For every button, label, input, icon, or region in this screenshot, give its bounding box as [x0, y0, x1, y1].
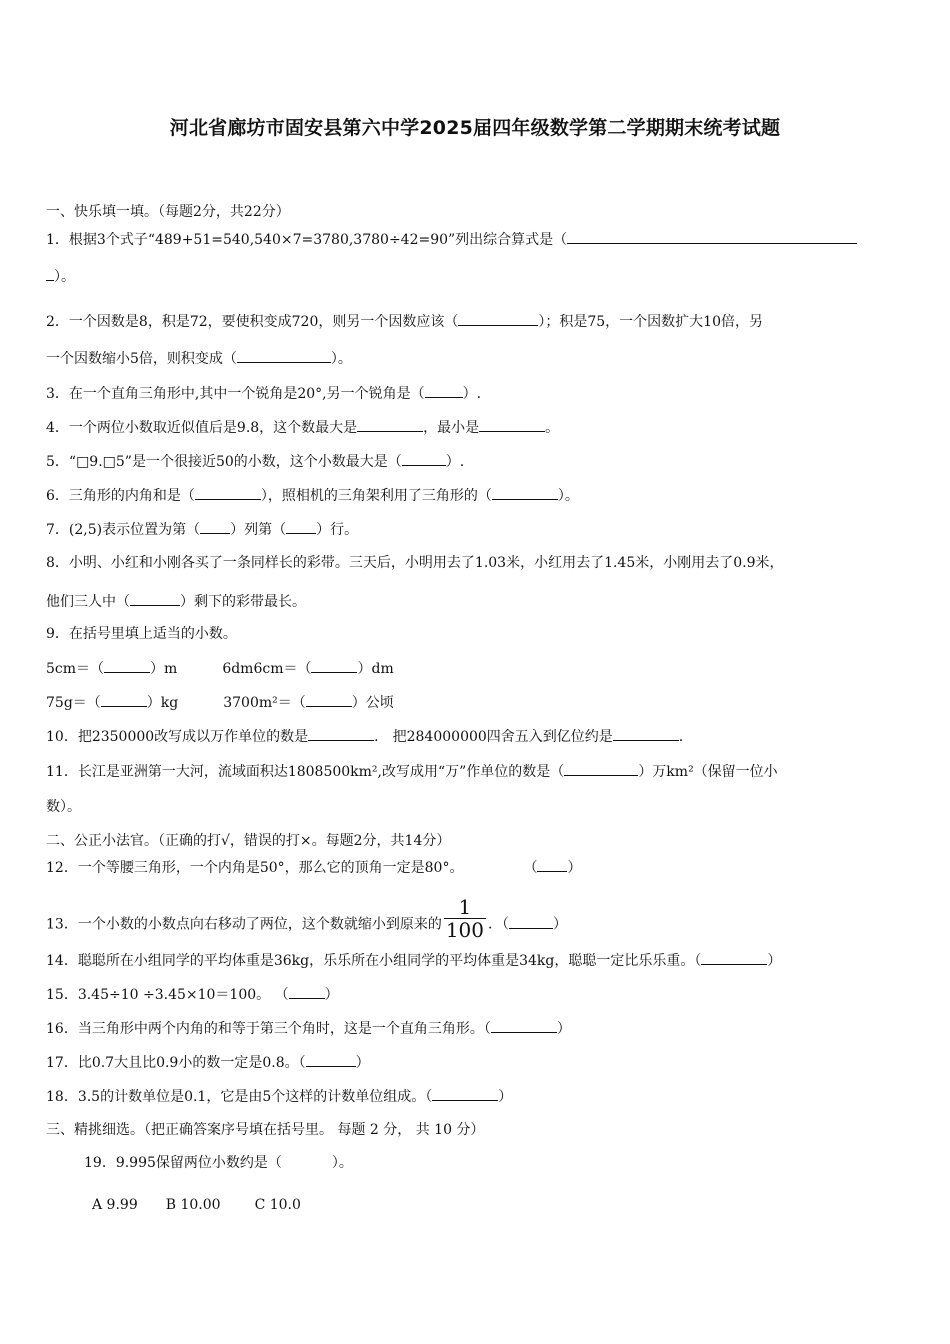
question-8-cont: 他们三人中（ ）剩下的彩带最长。	[46, 591, 306, 611]
answer-blank[interactable]	[479, 417, 545, 432]
answer-blank[interactable]	[306, 1052, 356, 1067]
fraction-one-hundredth: $\frac{1}{100}$	[445, 895, 485, 942]
option-b[interactable]: B 10.00	[165, 1197, 221, 1213]
answer-blank[interactable]	[289, 984, 325, 999]
question-8: 8．小明、小红和小刚各买了一条同样长的彩带。三天后，小明用去了1.03米，小红用去了1.45米，小刚用去了0.9米，	[46, 555, 784, 571]
question-18: 18．3.5的计数单位是0.1，它是由5个这样的计数单位组成。（ ）	[46, 1086, 512, 1106]
option-c[interactable]: C 10.0	[254, 1197, 301, 1213]
answer-blank[interactable]	[46, 266, 54, 281]
answer-blank[interactable]	[311, 658, 357, 673]
question-5: 5．“□9.□5”是一个很接近50的小数，这个小数最大是（ ）.	[46, 451, 464, 471]
question-2-cont: 一个因数缩小5倍，则积变成（ ）。	[46, 348, 352, 368]
question-19: 19．9.995保留两位小数约是（ ）。	[84, 1155, 353, 1171]
question-12: 12．一个等腰三角形，一个内角是50°，那么它的顶角一定是80°。 （ ）	[46, 857, 581, 877]
answer-blank[interactable]	[357, 417, 423, 432]
question-16: 16．当三角形中两个内角的和等于第三个角时，这是一个直角三角形。（ ）	[46, 1018, 571, 1038]
question-11: 11．长江是亚洲第一大河，流域面积达1808500km²,改写成用“万”作单位的数是（ ）万km²（保留一位小	[46, 761, 778, 781]
answer-blank[interactable]	[458, 311, 538, 326]
page-title: 河北省廊坊市固安县第六中学2025届四年级数学第二学期期末统考试题	[169, 117, 781, 139]
section-2-heading: 二、公正小法官。（正确的打√，错误的打×。每题2分，共14分）	[46, 833, 451, 849]
question-9-row-1: 5cm＝（ ）m 6dm6cm＝（ ）dm	[46, 658, 394, 678]
answer-blank[interactable]	[402, 451, 446, 466]
answer-blank[interactable]	[425, 383, 463, 398]
question-14: 14．聪聪所在小组同学的平均体重是36kg，乐乐所在小组同学的平均体重是34kg，聪聪一定比乐乐重。（ ）	[46, 950, 781, 970]
question-1-cont: ）。	[46, 266, 75, 286]
question-17: 17．比0.7大且比0.9小的数一定是0.8。（ ）	[46, 1052, 370, 1072]
question-11-cont: 数）。	[46, 799, 81, 815]
answer-blank[interactable]	[537, 857, 567, 872]
question-1: 1．根据3个式子“489+51=540,540×7=3780,3780÷42=90”列出综合算式是（	[46, 229, 857, 249]
answer-blank[interactable]	[306, 692, 352, 707]
answer-blank[interactable]	[101, 692, 147, 707]
question-9-row-2: 75g＝（ ）kg 3700m²＝（ ）公顷	[46, 692, 394, 712]
question-10: 10．把2350000改写成以万作单位的数是 ． 把284000000四舍五入到亿位约是 .	[46, 726, 683, 746]
answer-blank[interactable]	[237, 348, 331, 363]
answer-blank[interactable]	[491, 1018, 557, 1033]
answer-blank[interactable]	[613, 726, 679, 741]
answer-blank[interactable]	[564, 761, 638, 776]
answer-blank[interactable]	[492, 485, 558, 500]
answer-blank[interactable]	[195, 485, 261, 500]
answer-blank[interactable]	[308, 726, 374, 741]
answer-blank[interactable]	[130, 591, 180, 606]
option-a[interactable]: A 9.99	[92, 1197, 138, 1213]
question-6: 6．三角形的内角和是（ ），照相机的三角架利用了三角形的（ ）。	[46, 485, 579, 505]
section-3-heading: 三、精挑细选。（把正确答案序号填在括号里。 每题 2 分， 共 10 分）	[46, 1122, 485, 1138]
question-9-heading: 9．在括号里填上适当的小数。	[46, 626, 237, 642]
answer-blank[interactable]	[200, 519, 230, 534]
question-19-options	[92, 1196, 301, 1214]
answer-blank[interactable]	[286, 519, 316, 534]
answer-blank[interactable]	[567, 229, 857, 244]
answer-blank[interactable]	[509, 914, 553, 929]
question-15: 15．3.45÷10 ÷3.45×10＝100。 （ ）	[46, 984, 339, 1004]
question-2: 2．一个因数是8，积是72，要使积变成720，则另一个因数应该（ ）；积是75，一个因数扩大10倍，另	[46, 311, 763, 331]
answer-blank[interactable]	[104, 658, 150, 673]
answer-blank[interactable]	[701, 950, 767, 965]
section-1-heading: 一、快乐填一填。（每题2分，共22分）	[46, 204, 290, 220]
answer-blank[interactable]	[432, 1086, 498, 1101]
question-13: 13．一个小数的小数点向右移动了两位，这个数就缩小到原来的 $\frac{1}{100}$ ．（ ）	[46, 895, 568, 942]
question-4: 4．一个两位小数取近似值后是9.8，这个数最大是 ，最小是 。	[46, 417, 559, 437]
question-3: 3．在一个直角三角形中,其中一个锐角是20°,另一个锐角是（ ）.	[46, 383, 481, 403]
question-7: 7．(2,5)表示位置为第（ ）列第（ ）行。	[46, 519, 358, 539]
